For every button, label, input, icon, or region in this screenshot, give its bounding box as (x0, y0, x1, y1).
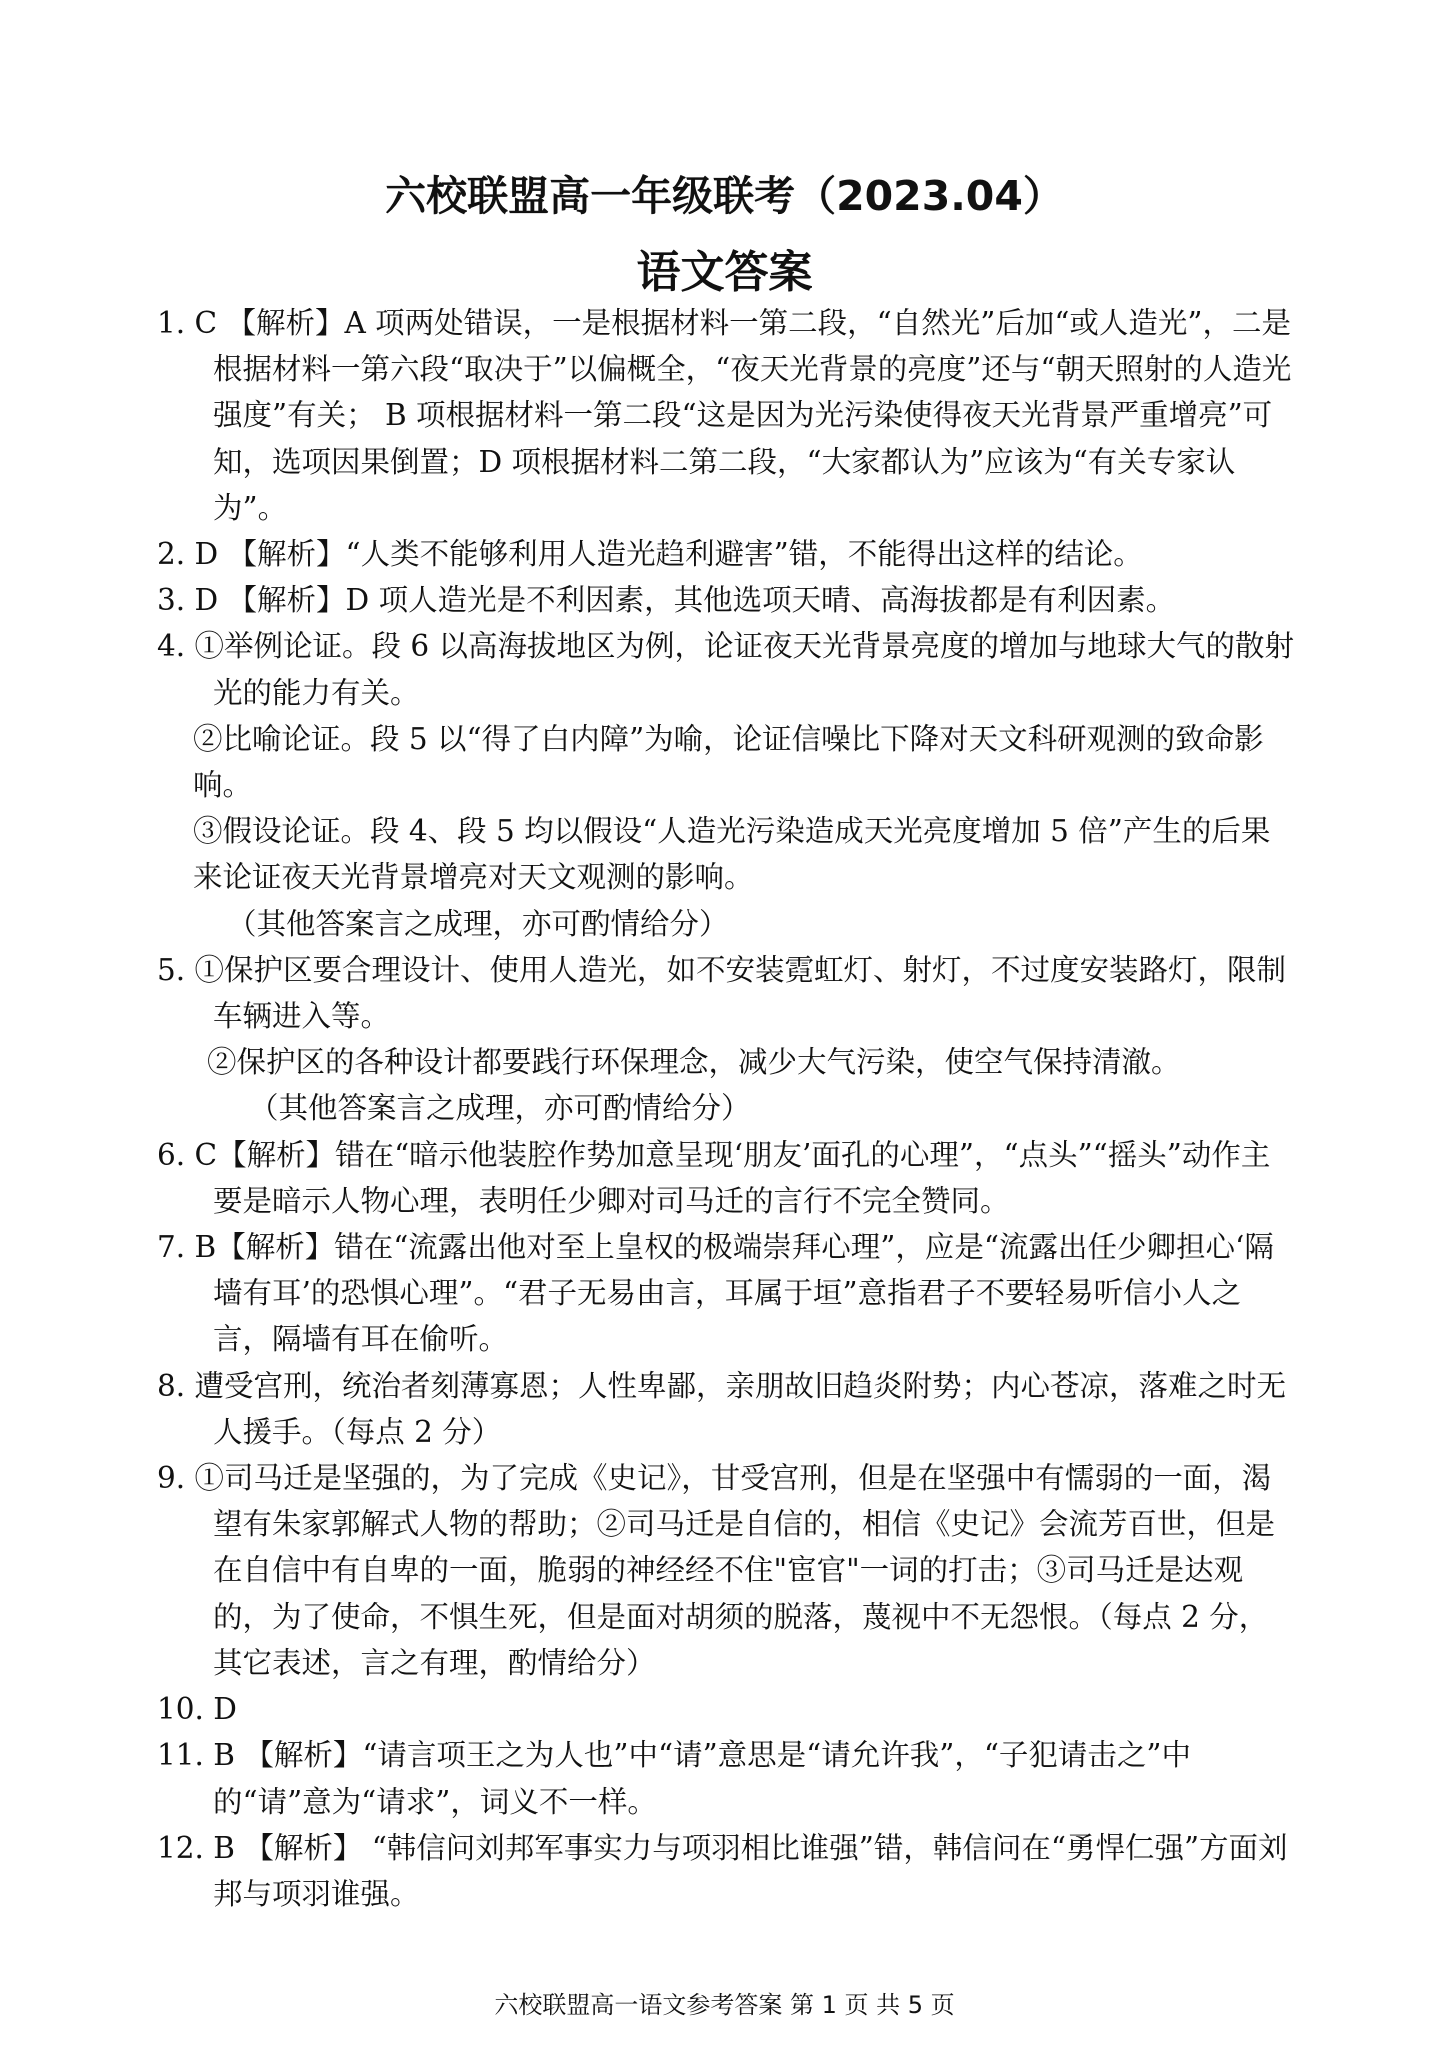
answer-text: 3. D 【解析】D 项人造光是不利因素，其他选项天晴、高海拔都是有利因素。 (157, 583, 1176, 618)
answer-text: 6. C【解析】错在“暗示他装腔作势加意呈现‘朋友’面孔的心理”，“点头”“摇头”动作主要是暗示人物心理，表明任少卿对司马迁的言行不完全赞同。 (157, 1137, 1271, 1218)
answer-subpoint: ③假设论证。段 4、段 5 均以假设“人造光污染造成天光亮度增加 5 倍”产生的后果来论证夜天光背景增亮对天文观测的影响。 (193, 814, 1271, 895)
answer-text: 7. B【解析】错在“流露出他对至上皇权的极端崇拜心理”，应是“流露出任少卿担心‘隔墙有耳’的恐惧心理”。“君子无易由言，耳属于垣”意指君子不要轻易听信小人之言，隔墙有耳在偷听。 (157, 1230, 1274, 1357)
answer-text: 8. 遭受宫刑，统治者刻薄寡恩；人性卑鄙，亲朋故旧趋炎附势；内心苍凉，落难之时无人援手。（每点 2 分） (157, 1368, 1287, 1449)
answer-text: 11. B 【解析】“请言项王之为人也”中“请”意思是“请允许我”，“子犯请击之”中的“请”意为“请求”，词义不一样。 (157, 1738, 1191, 1819)
page-title: 六校联盟高一年级联考（2023.04） (385, 172, 1064, 220)
answer-item-7 (157, 1224, 1297, 1363)
answer-item-11 (157, 1732, 1297, 1824)
answer-text: 5. ①保护区要合理设计、使用人造光，如不安装霓虹灯、射灯，不过度安装路灯，限制车辆进入等。 (157, 952, 1287, 1034)
answer-item-4 (157, 623, 1297, 946)
answer-item-9 (157, 1455, 1297, 1686)
page-footer: 六校联盟高一语文参考答案 第 1 页 共 5 页 (494, 1991, 955, 2019)
scoring-note: （其他答案言之成理，亦可酌情给分） (249, 1091, 751, 1126)
answer-item-2 (157, 531, 1297, 577)
answer-text: 10. D (157, 1692, 237, 1727)
scoring-note: （其他答案言之成理，亦可酌情给分） (227, 906, 729, 941)
answer-item-12 (157, 1825, 1297, 1917)
answer-text: 1. C 【解析】A 项两处错误，一是根据材料一第二段，“自然光”后加“或人造光”，二是根据材料一第六段“取决于”以偏概全，“夜天光背景的亮度”还与“朝天照射的人造光强度”有关； B 项根据材料一第二段“这是因为光污染使得夜天光背景严重增亮”可知，选项因果倒置；D 项根据材料二第二段，“大家都认为”应该为“有关专家认为”。 (157, 306, 1292, 525)
answer-subpoint: ②比喻论证。段 5 以“得了白内障”为喻，论证信噪比下降对天文科研观测的致命影响。 (193, 721, 1264, 803)
answer-subpoint: ②保护区的各种设计都要践行环保理念，减少大气污染，使空气保持清澈。 (207, 1045, 1181, 1080)
answer-text: 12. B 【解析】 “韩信问刘邦军事实力与项羽相比谁强”错，韩信问在“勇悍仁强”方面刘邦与项羽谁强。 (157, 1830, 1288, 1911)
answer-text: 2. D 【解析】“人类不能够利用人造光趋利避害”错，不能得出这样的结论。 (157, 537, 1143, 572)
answer-item-6 (157, 1132, 1297, 1224)
answer-item-3 (157, 577, 1297, 623)
answer-text: 4. ①举例论证。段 6 以高海拔地区为例，论证夜天光背景亮度的增加与地球大气的散射光的能力有关。 (157, 629, 1295, 710)
answer-list (157, 300, 1297, 1917)
page-subtitle: 语文答案 (636, 247, 813, 298)
answer-item-10 (157, 1686, 1297, 1732)
answer-item-8 (157, 1363, 1297, 1455)
answer-item-5 (157, 947, 1297, 1132)
answer-item-1 (157, 300, 1297, 531)
answer-text: 9. ①司马迁是坚强的，为了完成《史记》，甘受宫刑，但是在坚强中有懦弱的一面，渴望有朱家郭解式人物的帮助；②司马迁是自信的，相信《史记》会流芳百世，但是在自信中有自卑的一面，脆弱的神经经不住"宦官"一词的打击；③司马迁是达观的，为了使命，不惧生死，但是面对胡须的脱落，蔑视中不无怨恨。（每点 2 分，其它表述，言之有理，酌情给分） (157, 1461, 1276, 1680)
